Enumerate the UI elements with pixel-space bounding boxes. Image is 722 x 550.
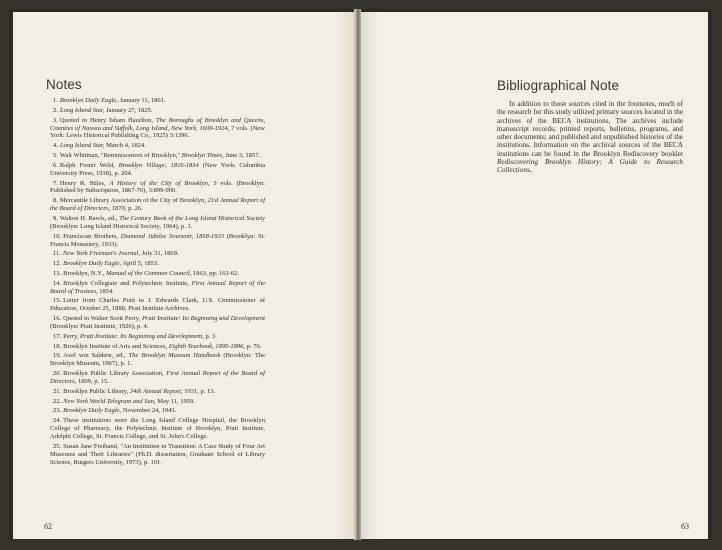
note-number: 15.	[53, 297, 62, 305]
note-number: 24.	[53, 417, 62, 425]
note-item	[50, 398, 265, 406]
note-item	[50, 250, 265, 258]
text-run: 1854.	[97, 287, 114, 295]
italic-title-text: Pratt Institute: Its Beginning and Development	[141, 315, 265, 323]
text-run: Letter from Charles Pratt to J. Edwards Clark, U.S. Commissioner of Education, October 25, 1888, Pratt Institute Archives.	[50, 297, 265, 313]
note-item	[50, 270, 265, 278]
italic-title-text: First Annual Report of the Board of Directors,	[50, 370, 265, 386]
note-number: 1.	[53, 97, 58, 104]
text-run: 1863, pp. 161-62.	[191, 269, 240, 277]
text-run: 1899, p. 15.	[76, 378, 109, 386]
book-gutter	[354, 9, 361, 540]
italic-title-text: The Century Book of the Long Island Historical Society	[119, 214, 265, 222]
note-item	[50, 280, 265, 296]
note-number: 11.	[53, 250, 61, 258]
page-number-left: 62	[44, 522, 52, 531]
note-number: 12.	[53, 260, 62, 268]
text-run: 7 vols. (New York: Lewis Historical Publishing Co., 1925) 3:1396.	[50, 124, 265, 140]
note-number: 3.	[53, 116, 58, 124]
italic-title-text: 34th Annual Report,	[129, 387, 183, 395]
note-item	[50, 343, 265, 351]
note-number: 9.	[53, 214, 58, 222]
italic-title-text: Eighth Yearbook, 1895-1896,	[168, 342, 246, 350]
note-item	[50, 97, 265, 105]
italic-title-text: A History of the City of Brooklyn,	[109, 179, 210, 187]
text-run: In addition to those sources cited in the footnotes, much of the research for this study utilized primary sources located in the archives of the BECA institutions. The archives include manuscript records; printed reports, bulletins, programs, and other documents; and published and unpublished histories of the institutions. Information on the archival sources of the BECA institutions can be found in the Brooklyn Rediscovery booklet	[497, 100, 684, 158]
italic-title-text: Brooklyn Daily Eagle,	[63, 260, 122, 268]
left-page	[13, 12, 354, 539]
page-shadow	[361, 12, 379, 539]
note-item	[50, 297, 265, 313]
text-run: Quoted in Walter Scott Perry,	[63, 315, 142, 323]
notes-heading: Notes	[46, 77, 82, 92]
text-run: Brooklyn Public Library Association,	[63, 370, 167, 378]
note-number: 23.	[53, 407, 62, 415]
note-item	[50, 315, 265, 331]
text-run: May 11, 1959.	[155, 397, 195, 405]
italic-title-text: The Brooklyn Museum Handbook	[128, 352, 221, 360]
text-run: p. 3.	[203, 332, 217, 340]
note-item	[50, 417, 265, 441]
italic-title-text: Long Island Star,	[59, 142, 105, 150]
text-run: April 5, 1853.	[121, 260, 159, 268]
text-run: Walt Whitman, "Reminiscences of Brooklyn,"	[59, 152, 182, 159]
italic-title-text: Diamond Jubilee Souvenir, 1858-1933	[120, 232, 224, 240]
text-run: (Brooklyn: The Brooklyn Museum, 1967), p. 1.	[50, 352, 265, 368]
text-run: June 3, 1857.	[223, 152, 261, 159]
right-page	[361, 12, 708, 539]
text-run: November 24, 1943.	[121, 407, 177, 415]
text-run: Susan Jane Freiband, "An Institution in Transition: A Case Study of Four Art Museums and Their Libraries" (Ph.D. dissertation, Graduate School of Library Science, Rutgers University, 1973), p. 101.	[50, 442, 265, 466]
note-number: 20.	[53, 370, 62, 378]
note-number: 10.	[53, 232, 62, 240]
note-item	[50, 443, 265, 467]
book-spread	[9, 9, 712, 540]
note-item	[50, 388, 265, 396]
note-number: 13.	[53, 269, 62, 277]
text-run: p. 76.	[245, 342, 262, 350]
bibliographical-note-heading: Bibliographical Note	[497, 78, 620, 93]
note-number: 16.	[53, 315, 62, 323]
text-run: These institutions were the Long Island College Hospital, the Brooklyn College of Pharmacy, the Polytechnic Institute of Brooklyn, Pratt Institute, Adelphi College, St. Francis College, and St. John's College.	[50, 417, 265, 441]
note-number: 19.	[53, 352, 62, 360]
text-run: (Brooklyn: St. Francis Monastery, 1933).	[50, 232, 265, 248]
italic-title-text: Manual of the Common Council,	[105, 269, 192, 277]
italic-title-text: New York World Telegram and Sun,	[63, 397, 156, 405]
text-run: January 11, 1861.	[117, 97, 166, 104]
note-number: 2.	[53, 106, 58, 114]
text-run: March 4, 1824.	[104, 142, 146, 150]
note-item	[50, 370, 265, 386]
text-run: Walton H. Rawls, ed.,	[59, 214, 120, 222]
bibliographical-note-paragraph	[497, 100, 683, 175]
italic-title-text: Brooklyn Village: 1816-1834	[118, 161, 199, 169]
note-item	[50, 407, 265, 415]
note-item	[50, 180, 265, 196]
text-run: Henry R. Stiles,	[59, 179, 110, 187]
note-number: 7.	[53, 179, 58, 187]
text-run: Axel von Saldern, ed.,	[63, 352, 129, 360]
text-run: Brooklyn Collegiate and Polytechnic Institute,	[63, 279, 192, 287]
note-number: 25.	[53, 442, 62, 450]
note-number: 6.	[53, 161, 58, 169]
note-number: 21.	[53, 387, 62, 395]
note-item	[50, 142, 265, 150]
note-item	[50, 233, 265, 249]
italic-title-text: 21st Annual Report of the Board of Directors,	[50, 197, 265, 213]
text-run: Perry,	[63, 332, 81, 340]
text-run: July 31, 1869.	[140, 250, 179, 258]
note-number: 5.	[53, 152, 58, 159]
text-run: 3 vols. (Brooklyn: Published by Subscription, 1867-70), 3:899-900.	[50, 179, 265, 195]
note-number: 8.	[53, 197, 58, 205]
italic-title-text: Brooklyn Times,	[181, 152, 224, 159]
note-item	[50, 260, 265, 268]
text-run: (Brooklyn: Long Island Historical Society, 1964), p. 1.	[50, 222, 193, 230]
text-run: Franciscan Brothers,	[63, 232, 121, 240]
text-run: 1870, p. 26.	[110, 205, 143, 213]
note-item	[50, 197, 265, 213]
text-run: Quoted in Henry Isham Hazelton,	[59, 116, 156, 124]
note-item	[50, 162, 265, 178]
text-run: Brooklyn Public Library,	[63, 387, 130, 395]
text-run: Brooklyn Institute of Arts and Sciences,	[63, 342, 169, 350]
note-number: 18.	[53, 342, 62, 350]
note-number: 4.	[53, 142, 58, 150]
text-run: Mercantile Library Association of the City of Brooklyn,	[59, 197, 208, 205]
notes-list	[50, 97, 265, 468]
note-item	[50, 215, 265, 231]
text-run: (Brooklyn: Pratt Institute, 1926), p. 4.	[50, 323, 149, 331]
note-item	[50, 107, 265, 115]
text-run: Ralph Foster Weld,	[59, 161, 119, 169]
note-item	[50, 352, 265, 368]
italic-title-text: Rediscovering Brooklyn History: A Guide to Research Collections.	[497, 158, 683, 175]
note-item	[50, 152, 265, 160]
italic-title-text: The Boroughs of Brooklyn and Queens, Counties of Nassau and Suffolk, Long Island, New York, 1609-1924,	[50, 116, 265, 132]
text-run: (New York: Columbia University Press, 1938), p. 204.	[50, 161, 265, 177]
page-number-right: 63	[681, 522, 689, 531]
italic-title-text: Brooklyn Daily Eagle,	[59, 97, 118, 104]
text-run: 1931, p. 13.	[182, 387, 216, 395]
text-run: Brooklyn, N.Y.,	[63, 269, 106, 277]
note-number: 14.	[53, 279, 62, 287]
note-number: 22.	[53, 397, 62, 405]
italic-title-text: Long Island Star,	[59, 106, 105, 114]
text-run: January 27, 1825.	[104, 106, 153, 114]
italic-title-text: Brooklyn Daily Eagle,	[63, 407, 122, 415]
page-shadow	[336, 12, 354, 539]
italic-title-text: First Annual Report of the Board of Trustees,	[50, 279, 265, 295]
italic-title-text: New York Freeman's Journal,	[62, 250, 140, 258]
note-item	[50, 333, 265, 341]
note-item	[50, 117, 265, 141]
italic-title-text: Pratt Institute: Its Beginning and Development,	[80, 332, 204, 340]
note-number: 17.	[53, 332, 62, 340]
